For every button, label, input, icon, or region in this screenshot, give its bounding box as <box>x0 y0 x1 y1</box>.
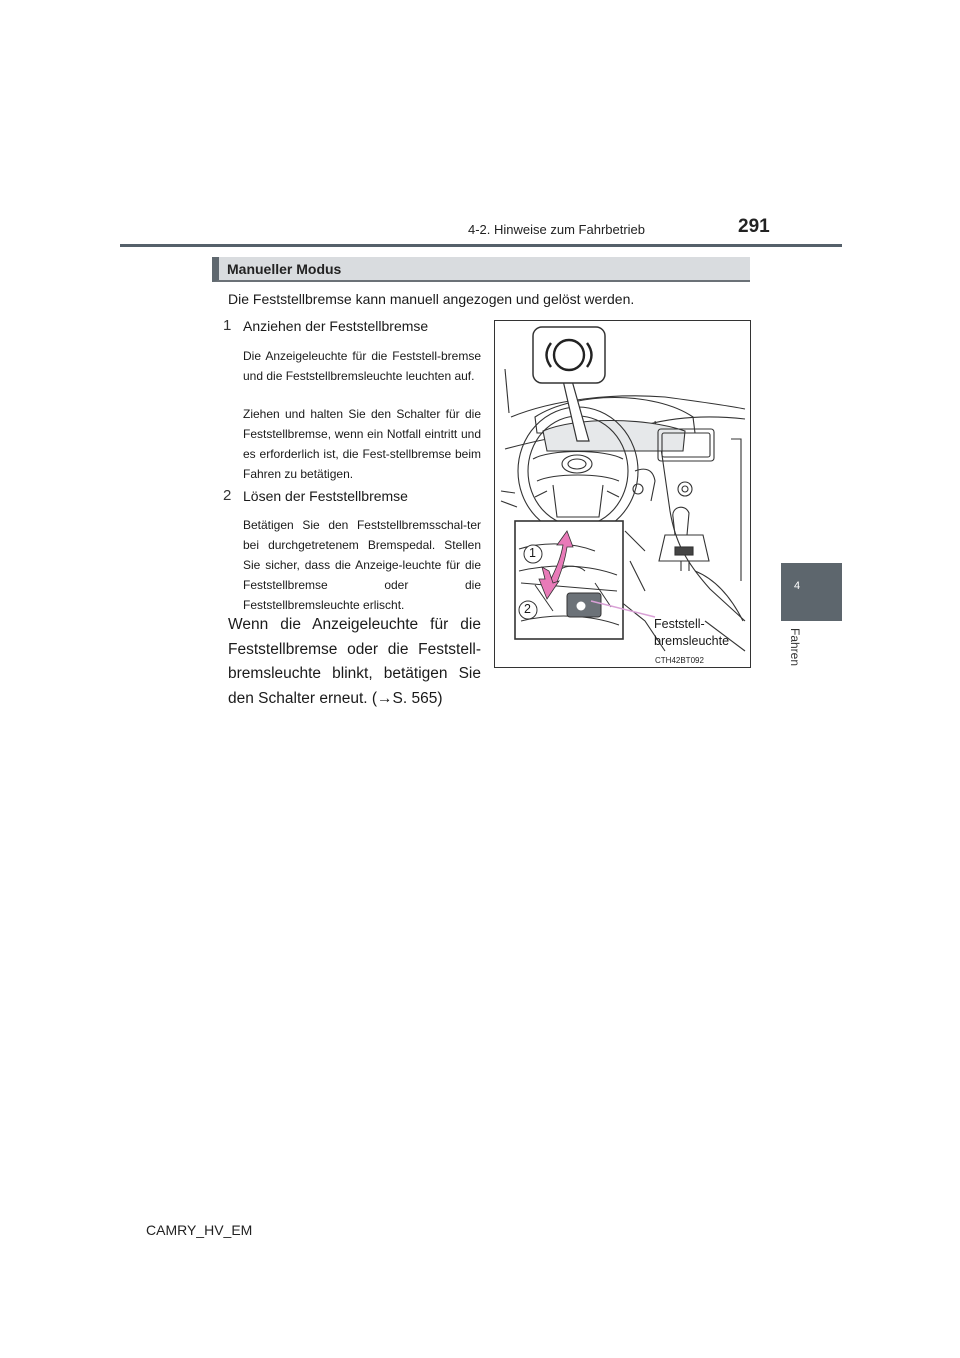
step-1-paragraph-1: Die Anzeigeleuchte für die Feststell-bremse und die Feststellbremsleuchte leuchten auf. <box>243 349 481 383</box>
footer-model-code: CAMRY_HV_EM <box>146 1222 253 1238</box>
section-heading-bar <box>212 257 750 282</box>
running-header-section: 4-2. Hinweise zum Fahrbetrieb <box>468 222 646 237</box>
header-rule <box>120 244 842 247</box>
step-number-1: 1 <box>223 317 232 334</box>
step-2-paragraph-1: Betätigen Sie den Feststellbremsschal-ter bei durchgetretenem Bremspedal. Stellen Sie sicher, dass die Anzeige-leuchte für die Feststellbremse oder die Feststellbremsleuchte erlischt. <box>243 518 481 612</box>
step-title-1: Anziehen der Feststellbremse <box>243 318 429 334</box>
chapter-tab-number: 4 <box>793 580 801 592</box>
step-title-2: Lösen der Feststellbremse <box>243 488 408 504</box>
page-number: 291 <box>738 216 770 237</box>
chapter-tab <box>781 563 842 621</box>
section-intro: Die Feststellbremse kann manuell angezogen und gelöst werden. <box>228 291 635 307</box>
step-1-paragraph-2: Ziehen und halten Sie den Schalter für die Feststellbremse, wenn ein Notfall eintritt und es erforderlich ist, die Fest-stellbremse beim Fahren zu betätigen. <box>243 407 481 481</box>
chapter-side-label <box>788 628 802 688</box>
step-number-2: 2 <box>223 487 232 504</box>
figure-code: CTH42BT092 <box>655 656 704 665</box>
figure-marker-2: 2 <box>524 602 531 616</box>
note-paragraph: Wenn die Anzeigeleuchte für die Feststellbremse oder die Feststell-bremsleuchte blinkt, betätigen Sie den Schalter erneut. (→S. 565) <box>228 616 481 707</box>
figure-marker-1: 1 <box>529 546 536 560</box>
callout-label-line-1: Feststell- <box>654 617 705 631</box>
parking-brake-figure <box>494 320 751 668</box>
dashboard-illustration <box>495 321 751 668</box>
callout-label-line-2: bremsleuchte <box>654 634 730 648</box>
chapter-side-label-text: Fahren <box>788 628 802 667</box>
section-title: Manueller Modus <box>227 261 342 277</box>
